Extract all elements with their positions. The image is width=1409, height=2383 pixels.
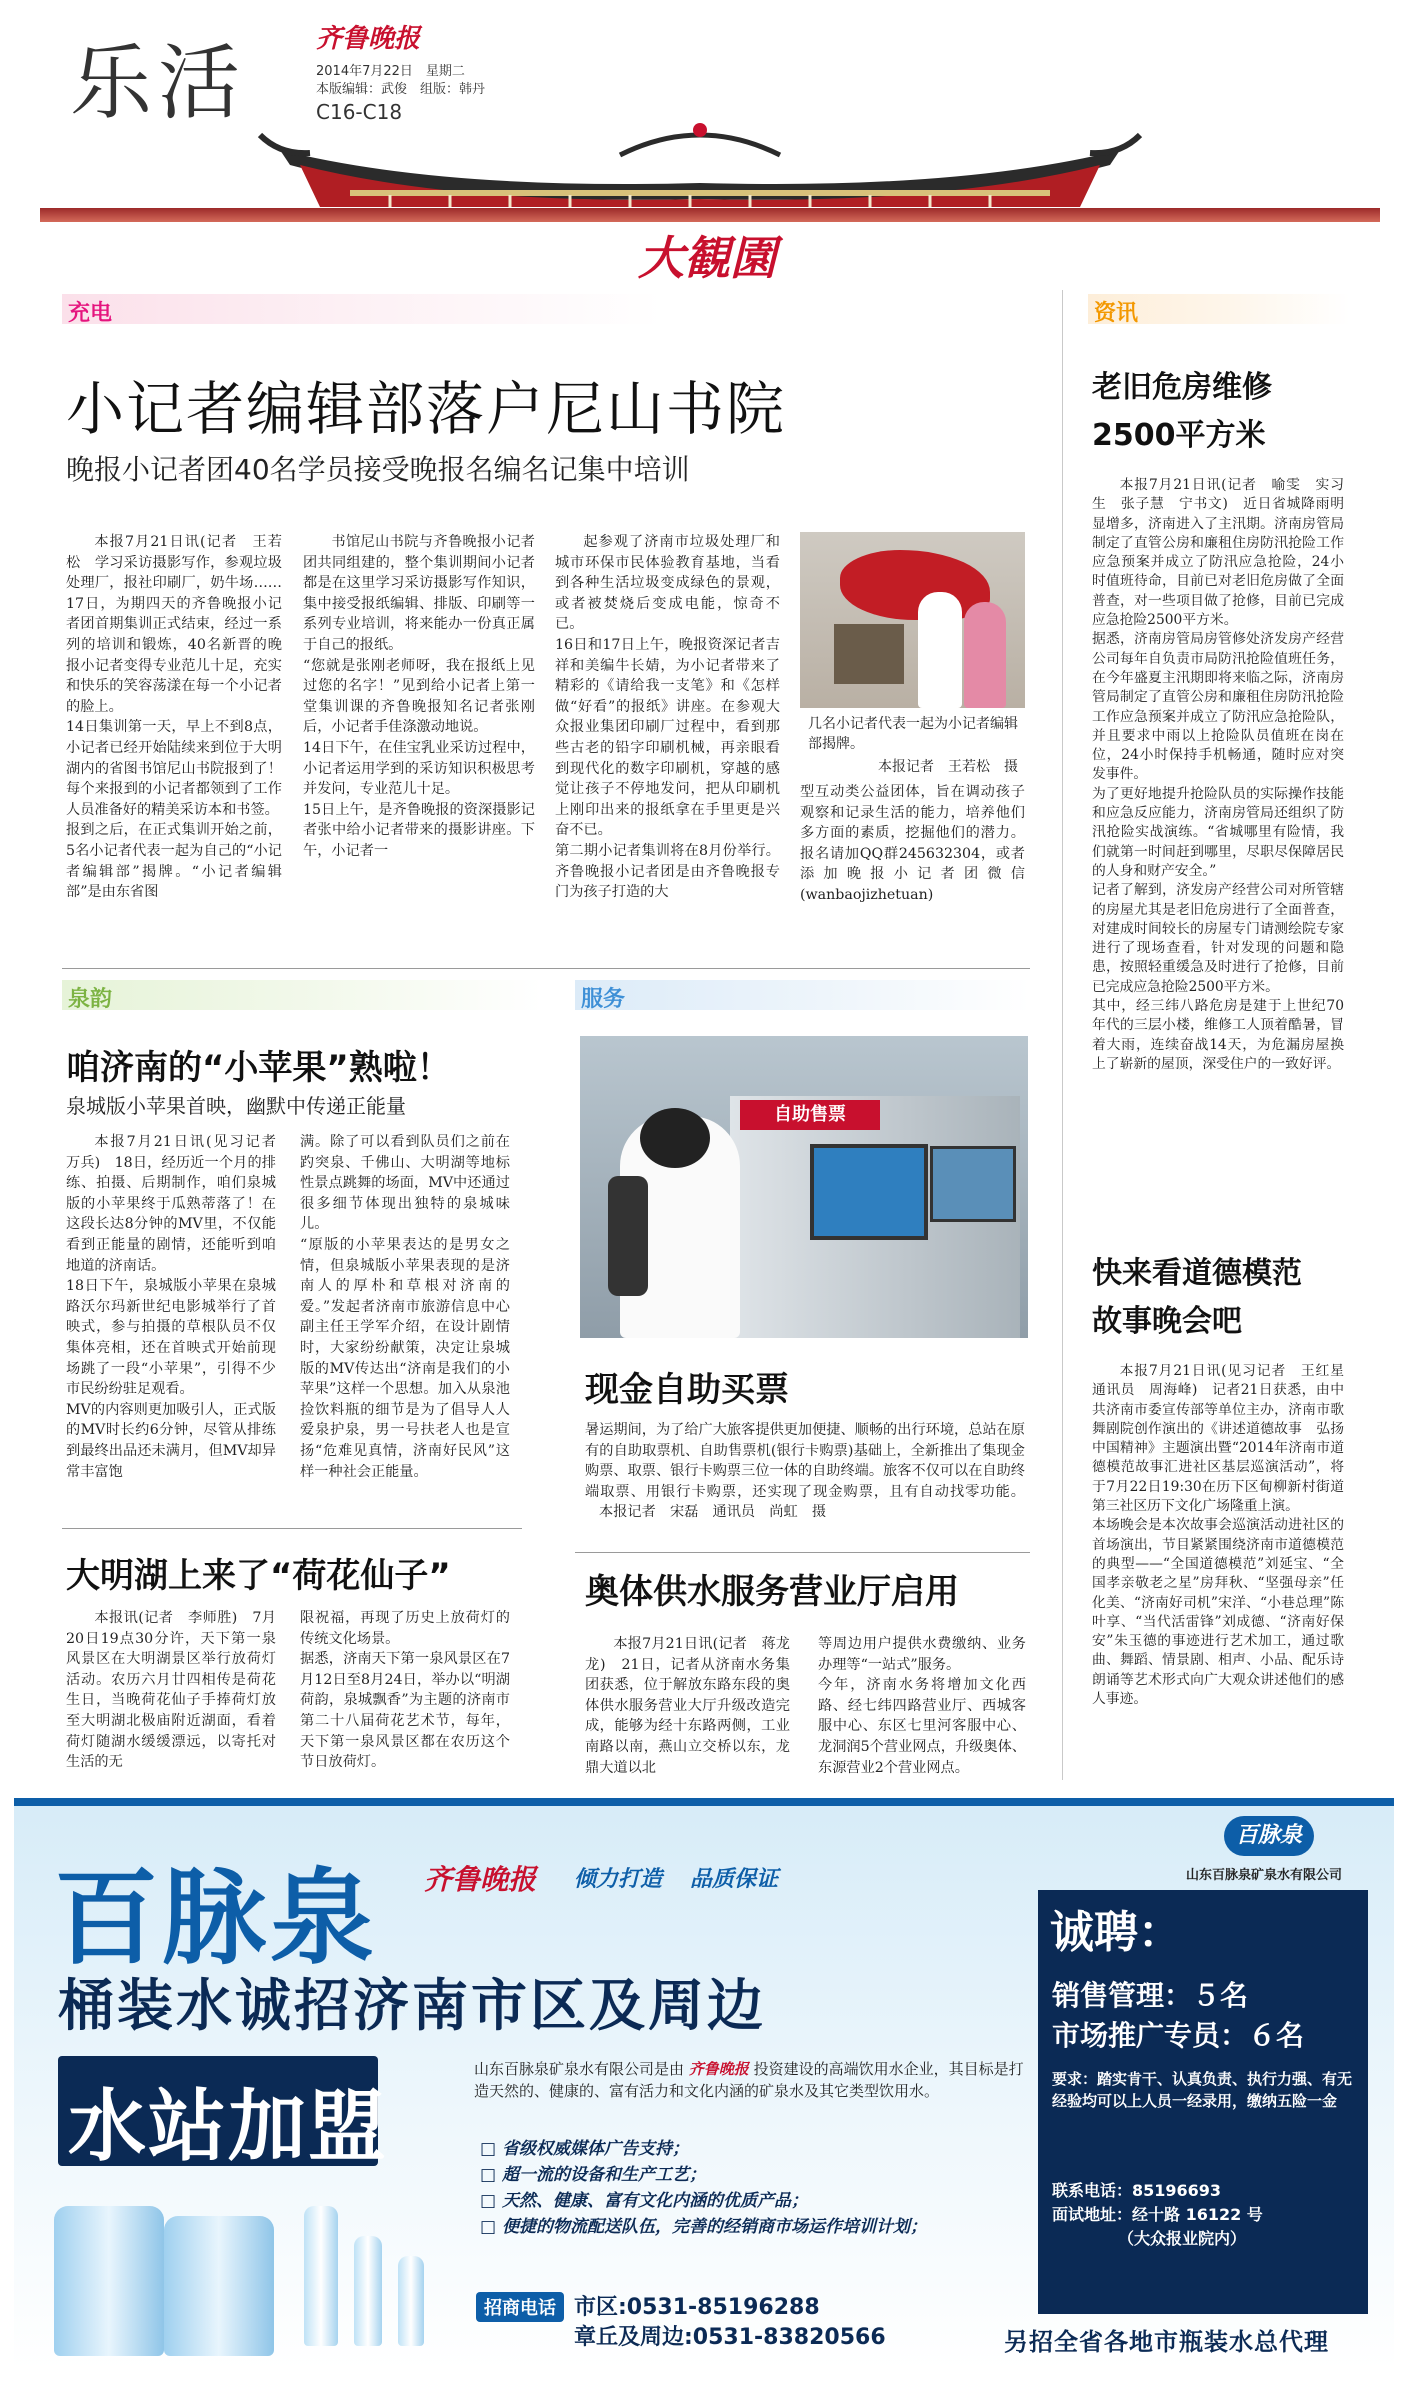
ad-hotline-label: 招商电话 xyxy=(476,2292,564,2322)
ticket-article-body: 暑运期间，为了给广大旅客提供更加便捷、顺畅的出行环境，总站在原有的自助取票机、自助售票机(银行卡购票)基础上，全新推出了集现金购票、取票、银行卡购票三位一体的自助终端。旅客不仅可以在自助终端取票、用银行卡购票，还实现了现金购票，且有自动找零功能。 本报记者 宋磊 通讯员 尚虹 摄 xyxy=(585,1422,1025,1521)
photo-child-2 xyxy=(964,602,1006,708)
apple-article-col-1: 本报7月21日讯(见习记者 万兵) 18日，经历近一个月的排练、拍摄、后期制作，咱们泉城版的小苹果终于瓜熟蒂落了！在这段长达8分钟的MV里，不仅能看到正能量的剧情，还能听到咱地道的济南话。 18日下午，泉城版小苹果在泉城路沃尔玛新世纪电影城举行了首映式，参与拍摄的草根队员不仅集体亮相，还在首映式开始前现场跳了一段“小苹果”，引得不少市民纷纷驻足观看。 MV的内容则更加吸引人，正式版的MV时长约6分钟，尽管从排练到最终出品还未满月，但MV却异常丰富饱 xyxy=(66,1134,276,1480)
recruit-contact-address-2: （大众报业院内） xyxy=(1118,2229,1247,2248)
photo-child-1 xyxy=(918,592,962,708)
section-tag-label: 资讯 xyxy=(1094,301,1139,326)
ad-agent-banner: 另招全省各地市瓶装水总代理 xyxy=(1004,2328,1329,2356)
lotus-article-col-2: 限祝福，再现了历史上放荷灯的传统文化场景。 据悉，济南天下第一泉风景区在7月12日至8月24日，举办以“明湖荷韵，泉城飘香”为主题的济南市第二十八届荷花艺术节，每年，天下第一泉风景区都在农历这个节日放荷灯。 xyxy=(300,1610,510,1771)
ad-top-bar xyxy=(14,1798,1394,1806)
water-headline: 奥体供水服务营业厅启用 xyxy=(585,1572,959,1612)
ad-paper-name: 齐鲁晚报 xyxy=(424,1863,537,1896)
section-tag-charge xyxy=(62,294,662,324)
photo-person-hair xyxy=(640,1108,710,1168)
main-photo-caption: 几名小记者代表一起为小记者编辑部揭牌。 xyxy=(808,716,1018,752)
recruit-job-2: 市场推广专员：６名 xyxy=(1052,2019,1305,2052)
pagoda-roof-graphic xyxy=(240,95,1160,225)
ad-headline: 桶装水诚招济南市区及周边 xyxy=(58,1974,766,2039)
house-headline-line-1: 老旧危房维修 xyxy=(1092,370,1272,405)
ad-bullet: □ 省级权威媒体广告支持； xyxy=(480,2139,689,2159)
water-bucket-graphic xyxy=(164,2216,274,2356)
ad-intro-post: 投资建设的高端饮用水企业，其目标是打造天然的、健康的、富有活力和文化内涵的矿泉水及其它类型饮用水。 xyxy=(474,2060,1024,2100)
divider-ticket xyxy=(575,1552,1030,1553)
ad-slogan-1: 倾力打造 xyxy=(574,1867,663,1892)
divider-apple xyxy=(62,1528,522,1529)
ad-phone-2: 章丘及周边:0531-83820566 xyxy=(574,2325,886,2350)
water-article-col-2: 等周边用户提供水费缴纳、业务办理等“一站式”服务。 今年，济南水务将增加文化西路、经七纬四路营业厅、西城客服中心、东区七里河客服中心、龙洞润5个营业网点，升级奥体、东源营业2个营业网点。 xyxy=(818,1636,1026,1776)
ad-bullet: □ 天然、健康、富有文化内涵的优质产品； xyxy=(480,2191,808,2211)
house-article-body: 本报7月21日讯(记者 喻雯 实习生 张子慧 宁书文) 近日省城降雨明显增多，济南进入了主汛期。济南房管局制定了直管公房和廉租住房防汛抢险工作应急预案并成立了防汛应急抢险，24小时值班待命，目前已对老旧危房做了全面普查，对一些项目做了抢修，目前已完成应急抢险2500平方米。 据悉，济南房管局房管修处济发房产经营公司每年自负责市局防汛抢险值班任务，在今年盛夏主汛期即将来临之际，济南房管局制定了直管公房和廉租住房防汛抢险工作应急预案并成立了防汛应急抢险队，并且要求中雨以上抢险队员值班在岗在位，24小时保持手机畅通，随时应对突发事件。 为了更好地提升抢险队员的实际操作技能和应急反应能力，济南房管局还组织了防汛抢险实战演练。“省城哪里有险情，我们就第一时间赶到哪里，尽职尽保障居民的人身和财产安全。” 记者了解到，济发房产经营公司对所管辖的房屋尤其是老旧危房进行了全面普查，对建成时间较长的房屋专门请测绘院专家进行了现场查看，针对发现的问题和隐患，按照轻重缓急及时进行了抢修，目前已完成应急抢险2500平方米。 其中，经三纬八路危房是建于上世纪70年代的三层小楼，维修工人顶着酷暑，冒着大雨，连续奋战14天，为危漏房屋换上了崭新的屋顶，深受住户的一致好评。 xyxy=(1092,477,1344,1072)
moral-article-body: 本报7月21日讯(见习记者 王红星 通讯员 周海峰) 记者21日获悉，由中共济南市委宣传部等单位主办，济南市歌舞剧院创作演出的《讲述道德故事 弘扬中国精神》主题演出暨“2014年济南市道德模范故事汇进社区基层巡演活动”，将于7月22日19:30在历下区甸柳新村街道第三社区历下文化广场隆重上演。 本场晚会是本次故事会巡演活动进社区的首场演出，节目紧紧围绕济南市道德模范的典型——“全国道德模范”刘延宝、“全国孝亲敬老之星”房拜秋、“坚强母亲”任化美、“济南好司机”宋洋、“小巷总理”陈叶享、“当代活雷锋”刘成德、“济南好保安”朱玉德的事迹进行艺术加工，通过歌曲、舞蹈、情景剧、相声、小品、配乐诗朗诵等艺术形式向广大观众讲述他们的感人事迹。 xyxy=(1092,1363,1344,1708)
ad-bullet: □ 超一流的设备和生产工艺； xyxy=(480,2165,706,2185)
main-article-col-2: 书馆尼山书院与齐鲁晚报小记者团共同组建的，整个集训期间小记者都是在这里学习采访摄影写作知识，集中接受报纸编辑、排版、印刷等一系列专业培训，将来能办一份真正属于自己的报纸。 “您就是张刚老师呀，我在报纸上见过您的名字！”见到给小记者上第一堂集训课的齐鲁晚报知名记者张刚后，小记者手佳涤激动地说。 14日下午，在佳宝乳业采访过程中，小记者运用学到的采访知识积极思考并发问，专业范儿十足。 15日上午，是齐鲁晚报的资深摄影记者张中给小记者带来的摄影讲座。下午，小记者一 xyxy=(303,534,535,859)
ad-intro xyxy=(474,2058,1034,2102)
main-article-col-1: 本报7月21日讯(记者 王若松 学习采访摄影写作，参观垃圾处理厂，报社印刷厂，奶牛场……17日，为期四天的齐鲁晚报小记者团首期集训正式结束，经过一系列的培训和锻炼，40名新晋的晚报小记者变得专业范儿十足，充实和快乐的笑容荡漾在每一个小记者的脸上。 14日集训第一天，早上不到8点，小记者已经开始陆续来到位于大明湖内的省图书馆尼山书院报到了！每个来报到的小记者都领到了工作人员准备好的精美采访本和书签。 报到之后，在正式集训开始之前，5名小记者代表一起为自己的“小记者编辑部”揭牌。“小记者编辑部”是由东省图 xyxy=(66,534,282,901)
section-tag-news xyxy=(1088,294,1350,324)
photo-machine-sign xyxy=(740,1100,880,1130)
photo-plaque xyxy=(834,624,904,684)
ad-company: 山东百脉泉矿泉水有限公司 xyxy=(1186,1868,1343,1883)
section-tag-service xyxy=(575,980,1030,1010)
recruit-job-1: 销售管理：５名 xyxy=(1052,1979,1249,2012)
main-article-col-3: 起参观了济南市垃圾处理厂和城市环保市民体验教育基地，当看到各种生活垃圾变成绿色的景观，或者被焚烧后变成电能，惊奇不已。 16日和17日上午，晚报资深记者吉祥和美编牛长婧，为小记者带来了精彩的《请给我一支笔》和《怎样做“好看”的报纸》讲座。在参观大众报业集团印刷厂过程中，看到那些古老的铅字印刷机械，再亲眼看到现代化的数字印刷机，穿越的感觉让孩子不停地发问，把从印刷机上刚印出来的报纸拿在手里更是兴奋不已。 第二期小记者集训将在8月份举行。齐鲁晚报小记者团是由齐鲁晚报专门为孩子打造的大 xyxy=(555,534,780,901)
house-headline-line-2: 2500平方米 xyxy=(1092,418,1266,453)
page-range: C16-C18 xyxy=(316,100,403,124)
water-bottle-graphic xyxy=(354,2236,382,2346)
ticket-headline: 现金自助买票 xyxy=(585,1370,789,1410)
apple-article-col-2: 满。除了可以看到队员们之前在趵突泉、千佛山、大明湖等地标性景点跳舞的场面，MV中还通过很多细节体现出独特的泉城味儿。 “原版的小苹果表达的是男女之情，但泉城版小苹果表现的是济南人的厚朴和草根对济南的爱。”发起者济南市旅游信息中心副主任王学军介绍，在设计剧情时，大家纷纷献策，决定让泉城版的MV传达出“济南是我们的小苹果”这样一个思想。加入从泉池捡饮料瓶的细节是为了倡导人人爱泉护泉，男一号扶老人也是宣扬“危难见真情，济南好民风”这样一种社会正能量。 xyxy=(300,1134,510,1480)
recruit-contact-phone: 联系电话：85196693 xyxy=(1052,2181,1222,2200)
ad-slogan-2: 品质保证 xyxy=(690,1867,779,1892)
apple-subheadline: 泉城版小苹果首映，幽默中传递正能量 xyxy=(66,1094,406,1118)
recruit-contact-address: 面试地址：经十路 16122 号 xyxy=(1052,2205,1263,2224)
recruit-title: 诚聘： xyxy=(1050,1907,1182,1958)
photo-machine-screen xyxy=(810,1144,928,1240)
main-article-col-4: 型互动类公益团体，旨在调动孩子观察和记录生活的能力，培养他们多方面的素质，挖掘他们的潜力。报名请加QQ群245632304，或者添加晚报小记者团微信(wanbaojizhetuan) xyxy=(800,784,1025,903)
banner-title: 大観園 xyxy=(638,231,776,285)
ad-phone-1: 市区:0531-85196288 xyxy=(574,2295,820,2320)
water-bottle-graphic xyxy=(304,2206,338,2346)
lotus-headline: 大明湖上来了“荷花仙子” xyxy=(66,1556,451,1596)
ad-logo: 百脉泉 xyxy=(1224,1816,1314,1856)
ad-intro-paper: 齐鲁晚报 xyxy=(688,2060,749,2078)
ad-bullets xyxy=(480,2136,927,2240)
vertical-divider xyxy=(1062,290,1063,1780)
moral-headline-line-1: 快来看道德模范 xyxy=(1092,1256,1302,1291)
water-article-col-1: 本报7月21日讯(记者 蒋龙龙) 21日，记者从济南水务集团获悉，位于解放东路东段的奥体供水服务营业大厅升级改造完成，能够为经十东路两侧，工业南路以南，燕山立交桥以东，龙鼎大道以北 xyxy=(585,1636,790,1776)
ad-join-box xyxy=(58,2056,389,2172)
main-headline: 小记者编辑部落户尼山书院 xyxy=(66,375,787,443)
section-tag-label: 泉韵 xyxy=(68,987,113,1012)
roof-band xyxy=(40,208,1380,222)
water-bucket-graphic xyxy=(54,2206,164,2356)
divider-main xyxy=(62,968,1030,969)
lotus-article-col-1: 本报讯(记者 李师胜) 7月20日19点30分许，天下第一泉风景区在大明湖景区举行放荷灯活动。农历六月廿四相传是荷花生日，当晚荷花仙子手捧荷灯放至大明湖北极庙附近湖面，看着荷灯随湖水缓缓漂远，以寄托对生活的无 xyxy=(66,1610,276,1771)
water-bottle-graphic xyxy=(398,2256,424,2346)
date-line: 2014年7月22日 星期二 xyxy=(316,64,465,79)
ticket-machine-photo xyxy=(580,1036,1028,1338)
main-article-photo xyxy=(800,532,1025,708)
editor-line: 本版编辑：武俊 组版：韩丹 xyxy=(316,82,486,97)
apple-headline: 咱济南的“小苹果”熟啦！ xyxy=(66,1048,451,1088)
ad-brand: 百脉泉 xyxy=(54,1857,379,1979)
section-tag-label: 服务 xyxy=(581,987,626,1012)
moral-headline-line-2: 故事晚会吧 xyxy=(1092,1304,1242,1339)
ad-recruit-box xyxy=(1038,1890,1368,2314)
main-photo-credit: 本报记者 王若松 摄 xyxy=(878,759,1018,775)
advertisement xyxy=(14,1806,1394,2370)
machine-sign-text: 自助售票 xyxy=(774,1104,846,1125)
ad-join-text: 水站加盟 xyxy=(68,2082,389,2172)
masthead xyxy=(0,0,1409,290)
section-tag-label: 充电 xyxy=(68,301,113,326)
ticket-credit: 本报记者 宋磊 通讯员 尚虹 摄 xyxy=(599,1504,827,1521)
main-subheadline: 晚报小记者团40名学员接受晚报名编名记集中培训 xyxy=(66,453,690,486)
section-title: 乐活 xyxy=(70,36,247,131)
ad-bullet: □ 便捷的物流配送队伍，完善的经销商市场运作培训计划； xyxy=(480,2217,927,2237)
paper-name: 齐鲁晚报 xyxy=(316,24,421,54)
photo-backpack xyxy=(608,1176,648,1296)
recruit-requirements: 要求：踏实肯干、认真负责、执行力强、有无经验均可以上人员一经录用，缴纳五险一金 xyxy=(1052,2070,1353,2110)
section-tag-spring xyxy=(62,980,542,1010)
ad-intro-pre: 山东百脉泉矿泉水有限公司是由 xyxy=(474,2060,685,2078)
photo-side-screen xyxy=(930,1146,1016,1222)
